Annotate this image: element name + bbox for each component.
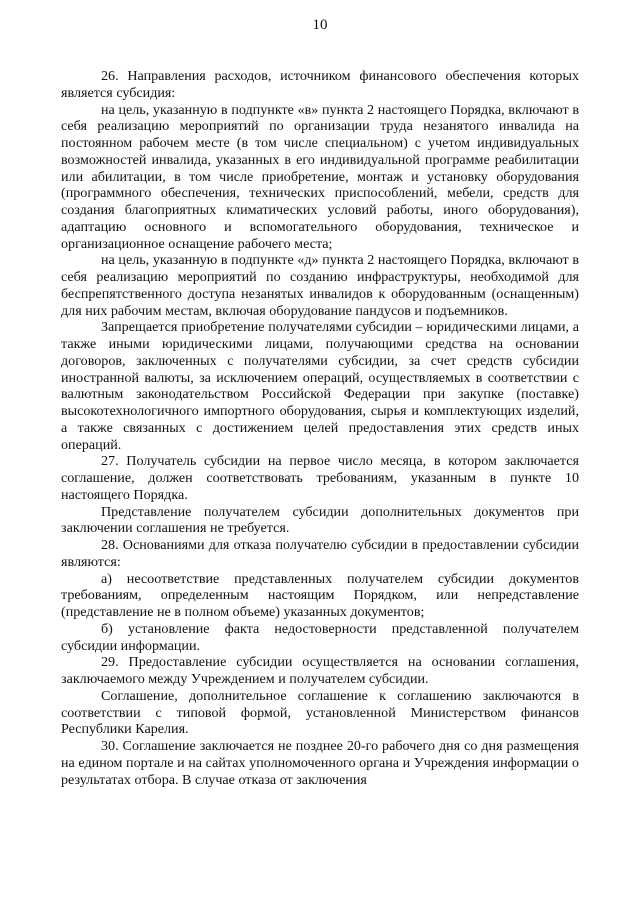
paragraph-26-goal-v: на цель, указанную в подпункте «в» пункта 2 настоящего Порядка, включают в себя реализацию мероприятий по организации труда незанятого инвалида на постоянном рабочем месте (в том числе специальном) с учетом индивидуальных возможностей инвалида, указанных в его индивидуальной программе реабилитации или абилитации, в том числе приобретение, монтаж и установку оборудования (программного обеспечения, технических приспособлений, мебели, средств для создания благоприятных климатических условий работы, иного оборудования), адаптацию основного и вспомогательного оборудования, техническое и организационное оснащение рабочего места;	[61, 101, 579, 252]
paragraph-currency-prohibition: Запрещается приобретение получателями субсидии – юридическими лицами, а также иными юридическими лицами, получающими средства на основании договоров, заключенных с получателями субсидии, за счет средств субсидии иностранной валюты, за исключением операций, осуществляемых в соответствии с валютным законодательством Российской Федерации при закупке (поставке) высокотехнологичного импортного оборудования, сырья и комплектующих изделий, а также связанных с достижением целей предоставления этих средств иных операций.	[61, 319, 579, 453]
page-number: 10	[312, 17, 328, 33]
paragraph-28-b: б) установление факта недостоверности представленной получателем субсидии информации.	[61, 620, 579, 654]
paragraph-28-intro: 28. Основаниями для отказа получателю субсидии в предоставлении субсидии являются:	[61, 537, 579, 570]
paragraph-29-agreement-form: Соглашение, дополнительное соглашение к соглашению заключаются в соответствии с типовой формой, установленной Министерством финансов Республики Карелия.	[61, 687, 579, 738]
paragraph-28-a: а) несоответствие представленных получателем субсидии документов требованиям, определенным настоящим Порядком, или непредставление (представление не в полном объеме) указанных документов;	[61, 570, 579, 620]
paragraph-27-documents: Представление получателем субсидии дополнительных документов при заключении соглашения не требуется.	[61, 503, 579, 537]
paragraph-26-goal-d: на цель, указанную в подпункте «д» пункта 2 настоящего Порядка, включают в себя реализацию мероприятий по созданию инфраструктуры, необходимой для беспрепятственного доступа незанятых инвалидов к оборудованным (оснащенным) для них рабочим местам, включая оборудование пандусов и подъемников.	[61, 252, 579, 319]
paragraph-27: 27. Получатель субсидии на первое число месяца, в котором заключается соглашение, должен соответствовать требованиям, указанным в пункте 10 настоящего Порядка.	[61, 453, 579, 503]
paragraph-26-intro: 26. Направления расходов, источником финансового обеспечения которых является субсидия:	[61, 68, 579, 101]
document-body	[61, 68, 579, 788]
paragraph-29: 29. Предоставление субсидии осуществляется на основании соглашения, заключаемого между Учреждением и получателем субсидии.	[61, 654, 579, 687]
paragraph-30: 30. Соглашение заключается не позднее 20-го рабочего дня со дня размещения на едином портале и на сайтах уполномоченного органа и Учреждения информации о результатах отбора. В случае отказа от заключения	[61, 738, 579, 788]
